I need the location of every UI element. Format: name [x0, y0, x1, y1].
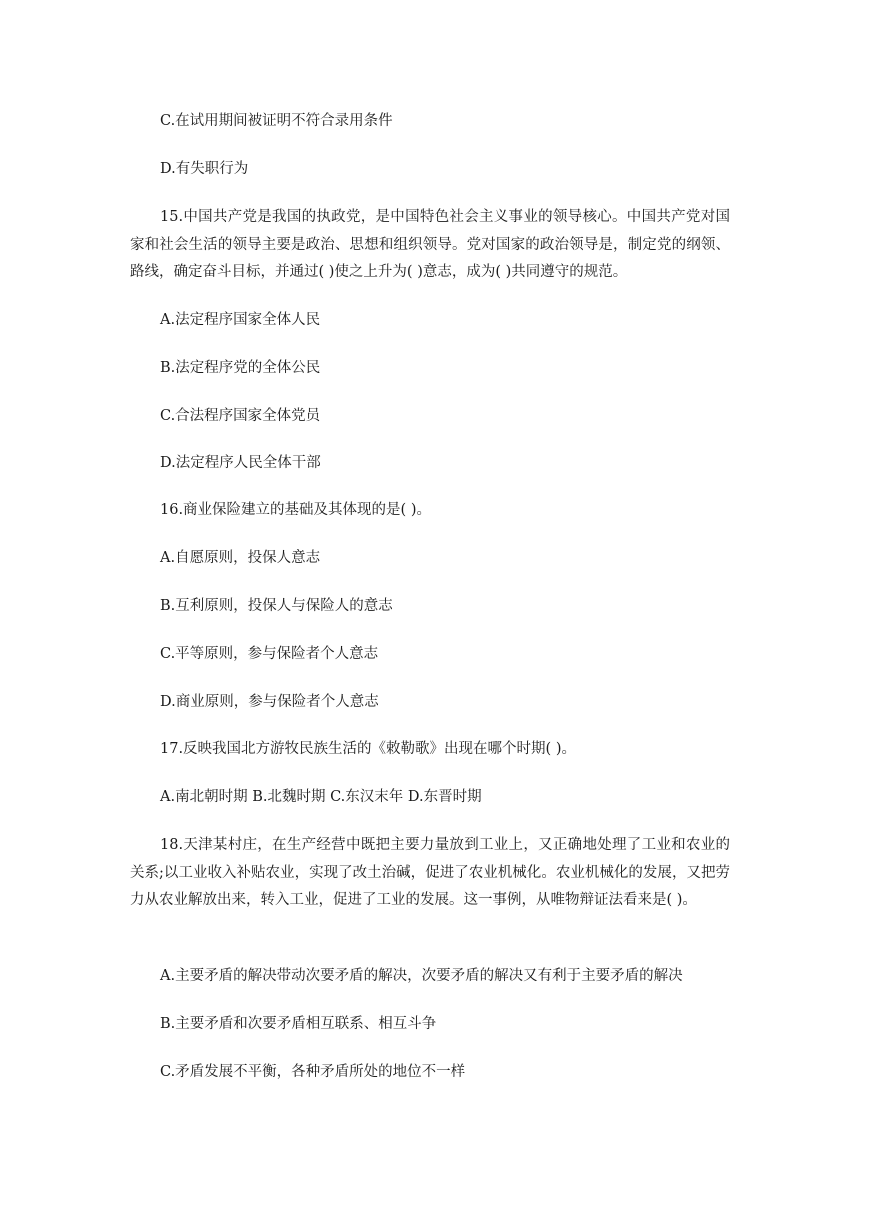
- question-18-text: 18.天津某村庄，在生产经营中既把主要力量放到工业上，又正确地处理了工业和农业的关系;以工业收入补贴农业，实现了改土治碱，促进了农业机械化。农业机械化的发展，又把劳力从农业解放出来，转入工业，促进了工业的发展。这一事例，从唯物辩证法看来是( )。: [130, 837, 730, 908]
- q18-option-c: C.矛盾发展不平衡，各种矛盾所处的地位不一样: [160, 1064, 466, 1080]
- question-15-text: 15.中国共产党是我国的执政党，是中国特色社会主义事业的领导核心。中国共产党对国家和社会生活的领导主要是政治、思想和组织领导。党对国家的政治领导是，制定党的纲领、路线，确定奋斗目标，并通过( )使之上升为( )意志，成为( )共同遵守的规范。: [130, 209, 730, 280]
- q15-option-d: D.法定程序人民全体干部: [160, 455, 321, 471]
- q18-option-b: B.主要矛盾和次要矛盾相互联系、相互斗争: [160, 1016, 437, 1032]
- q16-option-b: B.互利原则，投保人与保险人的意志: [160, 598, 393, 614]
- q15-option-b: B.法定程序党的全体公民: [160, 360, 321, 376]
- q16-option-c: C.平等原则，参与保险者个人意志: [160, 646, 379, 662]
- q17-options: A.南北朝时期 B.北魏时期 C.东汉末年 D.东晋时期: [160, 789, 482, 805]
- option-c-text: C.在试用期间被证明不符合录用条件: [160, 113, 393, 129]
- q16-option-d: D.商业原则，参与保险者个人意志: [160, 694, 379, 710]
- question-17-text: 17.反映我国北方游牧民族生活的《敕勒歌》出现在哪个时期( )。: [160, 741, 576, 757]
- q15-option-a: A.法定程序国家全体人民: [160, 312, 321, 328]
- option-d-text: D.有失职行为: [160, 161, 249, 177]
- question-16-text: 16.商业保险建立的基础及其体现的是( )。: [160, 502, 431, 518]
- q16-option-a: A.自愿原则，投保人意志: [160, 550, 321, 566]
- q18-option-a: A.主要矛盾的解决带动次要矛盾的解决，次要矛盾的解决又有利于主要矛盾的解决: [160, 968, 683, 984]
- q15-option-c: C.合法程序国家全体党员: [160, 408, 321, 424]
